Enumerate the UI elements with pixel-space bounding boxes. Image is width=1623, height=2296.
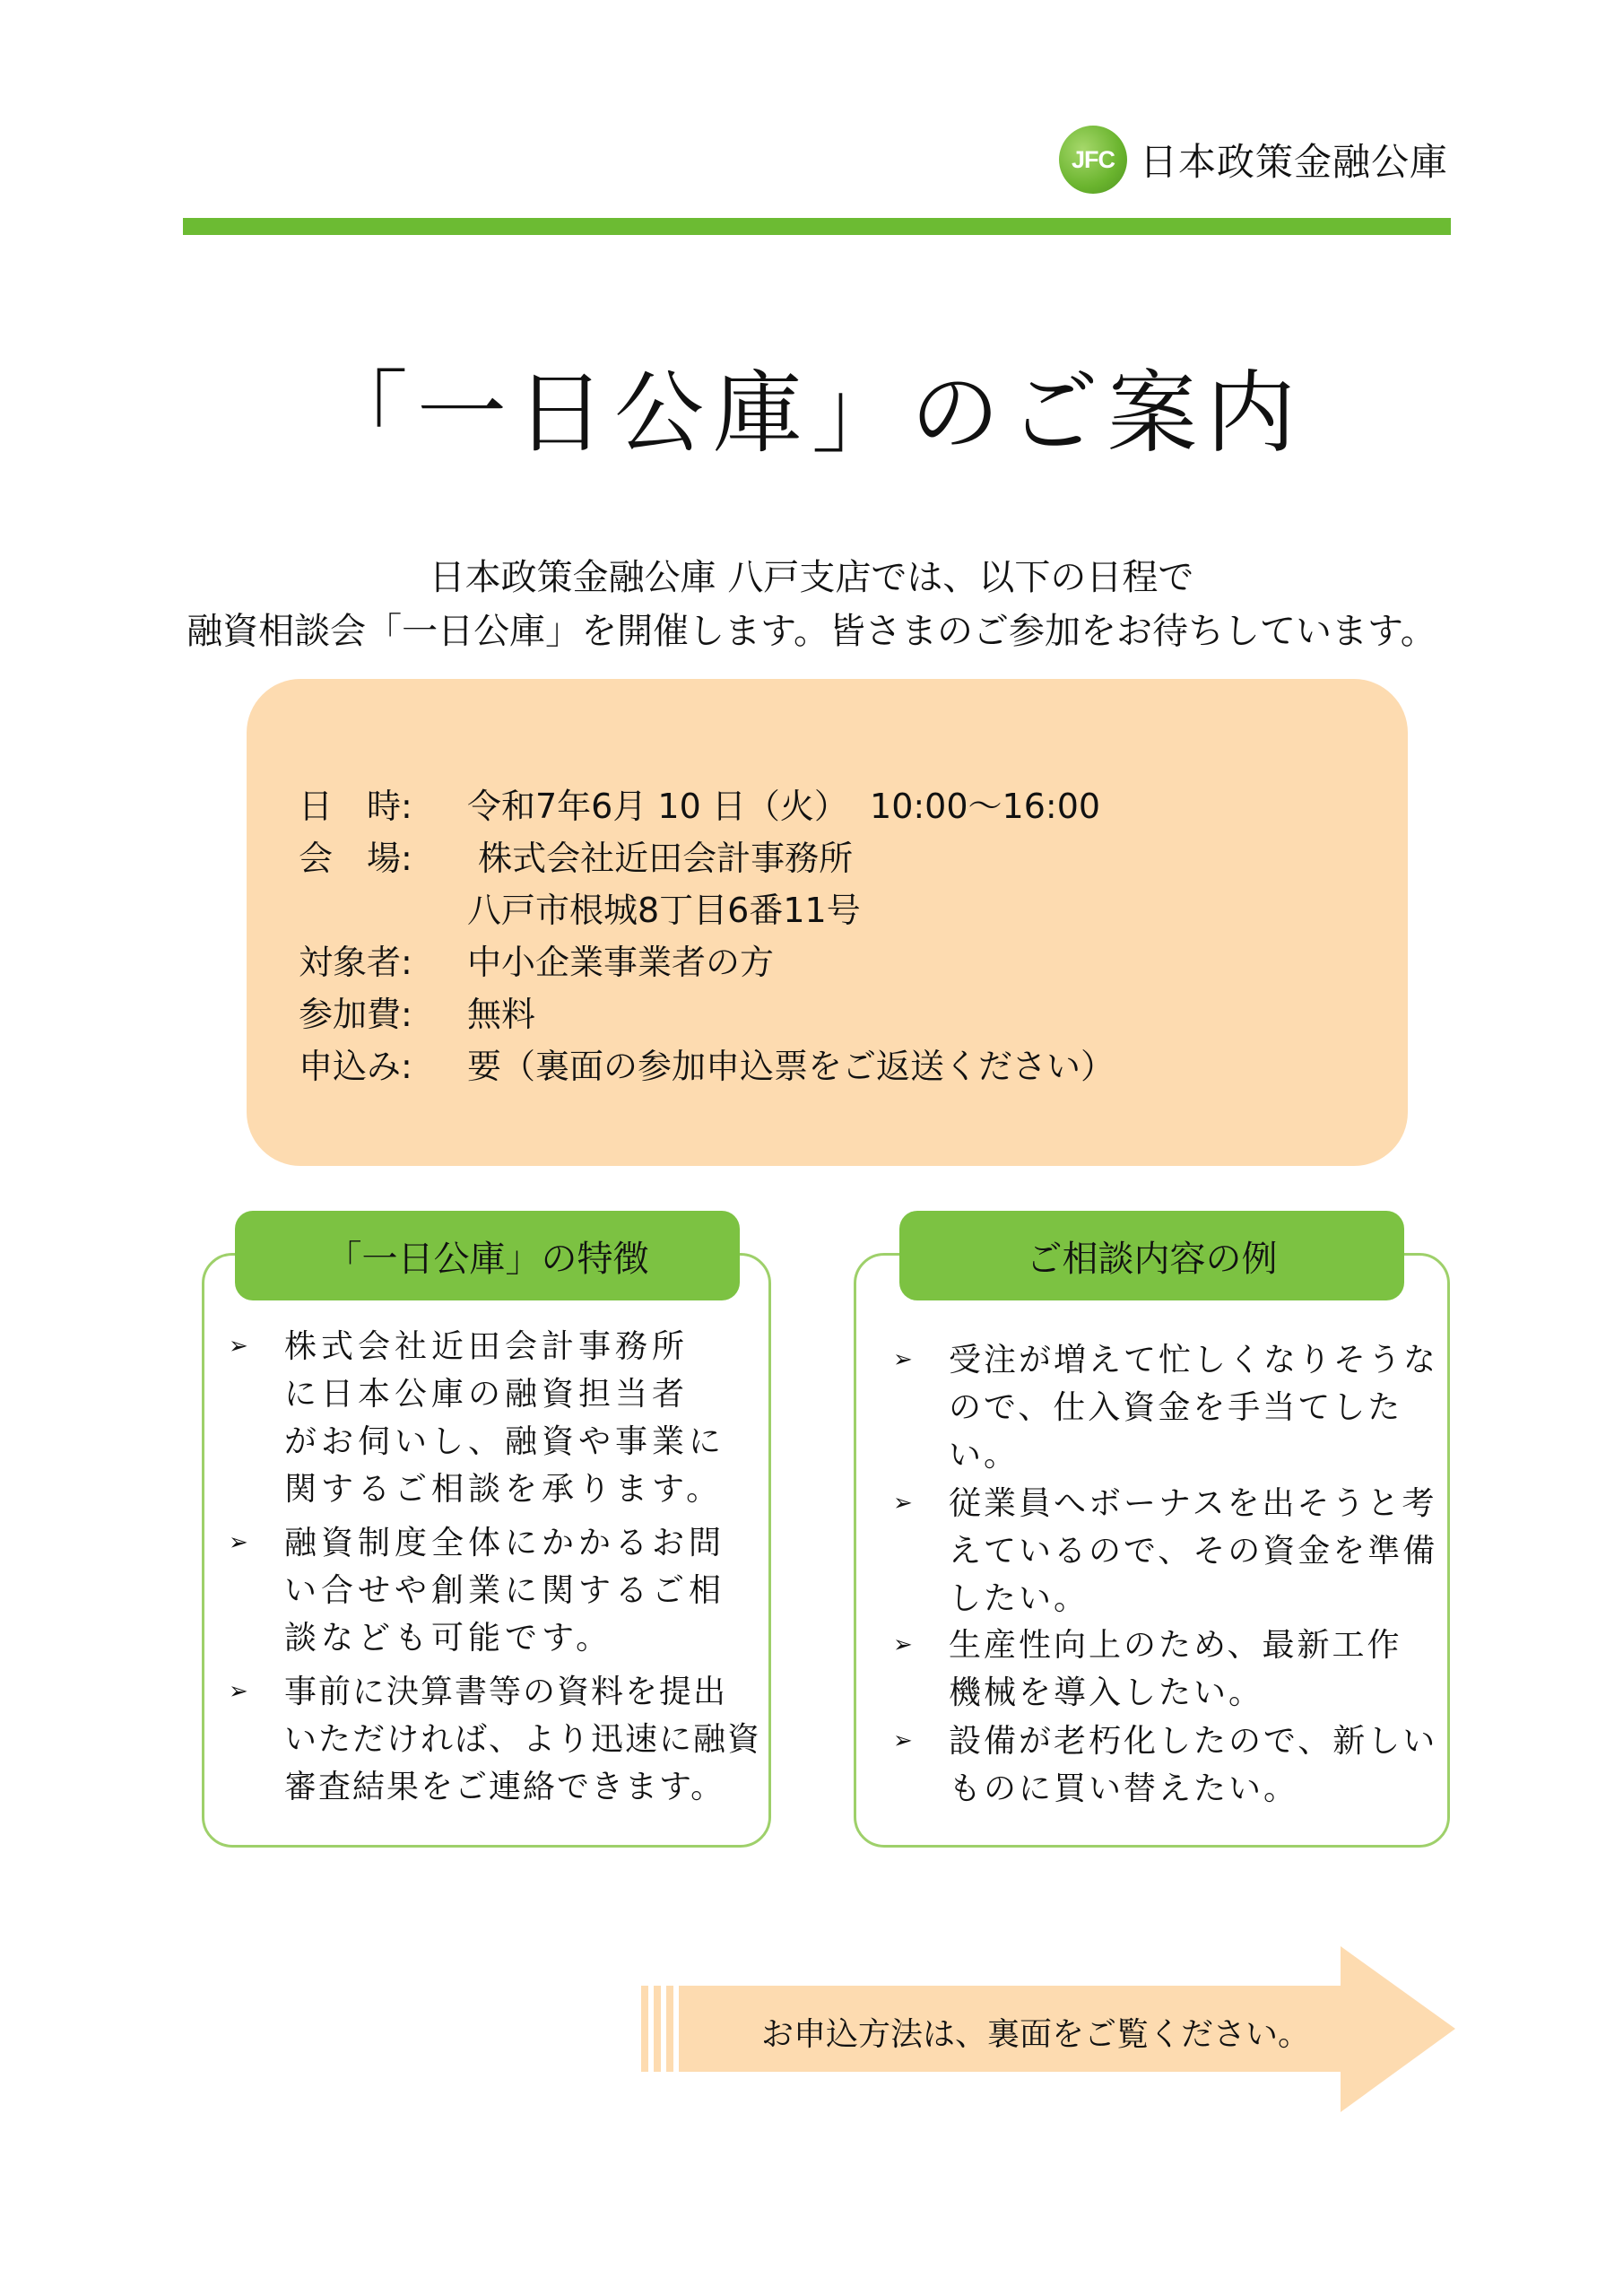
examples-heading: ご相談内容の例	[899, 1211, 1404, 1300]
features-item-1-line: に日本公庫の融資担当者	[284, 1376, 690, 1413]
jfc-logo	[1059, 126, 1448, 194]
features-item-2-line: 融資制度全体にかかるお問	[284, 1525, 726, 1561]
examples-item-1	[893, 1336, 1439, 1479]
info-value-fee: 無料	[467, 995, 536, 1034]
examples-item-2-line: したい。	[949, 1580, 1089, 1617]
info-row-datetime	[299, 778, 1100, 828]
info-row-venue	[299, 831, 853, 880]
features-item-2-line: 談なども可能です。	[284, 1620, 613, 1657]
examples-item-4-line: ものに買い替えたい。	[949, 1770, 1299, 1807]
arrow-bullet-icon: ➢	[229, 1333, 253, 1360]
info-label-venue: 会 場:	[299, 839, 412, 878]
header-rule	[183, 218, 1451, 235]
examples-item-2-line: えているので、その資金を準備	[949, 1533, 1438, 1570]
examples-item-3	[893, 1622, 1402, 1717]
info-label-fee: 参加費:	[299, 995, 412, 1034]
info-label-datetime: 日 時:	[299, 787, 412, 826]
features-item-2-line: い合せや創業に関するご相	[284, 1572, 726, 1609]
examples-item-1-line: ので、仕入資金を手当てした	[949, 1389, 1403, 1426]
arrow-bullet-icon: ➢	[893, 1346, 916, 1373]
features-item-1-line: 株式会社近田会計事務所	[284, 1328, 690, 1365]
features-item-2	[229, 1519, 726, 1662]
examples-item-3-line: 生産性向上のため、最新工作	[949, 1627, 1402, 1664]
features-item-3-line: 事前に決算書等の資料を提出	[284, 1674, 728, 1710]
features-item-1-line: 関するご相談を承ります。	[284, 1471, 724, 1508]
info-value-target: 中小企業事業者の方	[467, 943, 775, 982]
features-item-1	[229, 1323, 726, 1513]
info-row-fee	[299, 987, 535, 1036]
arrow-bullet-icon: ➢	[893, 1631, 916, 1658]
features-item-3-line: いただければ、より迅速に融資	[284, 1721, 762, 1758]
features-item-3	[229, 1668, 762, 1811]
jfc-logo-mark: JFC	[1059, 126, 1127, 194]
application-note-arrow	[641, 1946, 1457, 2112]
info-row-apply	[299, 1039, 1115, 1088]
examples-item-1-line: い。	[949, 1437, 1020, 1474]
arrow-bullet-icon: ➢	[893, 1727, 916, 1754]
features-item-1-line: がお伺いし、融資や事業に	[284, 1423, 726, 1460]
page-title: 「一日公庫」のご案内	[318, 361, 1305, 465]
arrow-bullet-icon: ➢	[893, 1490, 916, 1517]
info-row-target	[299, 935, 774, 984]
examples-item-2-line: 従業員へボーナスを出そうと考	[949, 1485, 1437, 1522]
arrow-bullet-icon: ➢	[229, 1529, 253, 1556]
examples-item-4	[893, 1718, 1438, 1813]
application-note-text: お申込方法は、裏面をご覧ください。	[760, 2016, 1310, 2053]
features-heading: 「一日公庫」の特徴	[235, 1211, 740, 1300]
info-label-apply: 申込み:	[299, 1047, 412, 1086]
info-value-apply: 要（裏面の参加申込票をご返送ください）	[467, 1047, 1115, 1086]
arrow-bullet-icon: ➢	[229, 1678, 250, 1705]
info-label-target: 対象者:	[299, 943, 412, 982]
examples-item-2	[893, 1480, 1438, 1622]
examples-item-4-line: 設備が老朽化したので、新しい	[949, 1723, 1438, 1760]
info-value-datetime: 令和7年6月 10 日（火） 10:00～16:00	[467, 787, 1101, 826]
intro-line-2: 融資相談会「一日公庫」を開催します。皆さまのご参加をお待ちしています。	[187, 611, 1436, 652]
intro-line-1: 日本政策金融公庫 八戸支店では、以下の日程で	[429, 557, 1194, 598]
jfc-logo-name: 日本政策金融公庫	[1139, 140, 1448, 184]
features-item-3-line: 審査結果をご連絡できます。	[284, 1769, 725, 1805]
examples-item-1-line: 受注が増えて忙しくなりそうな	[949, 1342, 1439, 1378]
info-value-venue: 株式会社近田会計事務所	[467, 839, 854, 878]
info-value-venue-address: 八戸市根城8丁目6番11号	[467, 891, 861, 930]
examples-item-3-line: 機械を導入したい。	[949, 1674, 1264, 1711]
